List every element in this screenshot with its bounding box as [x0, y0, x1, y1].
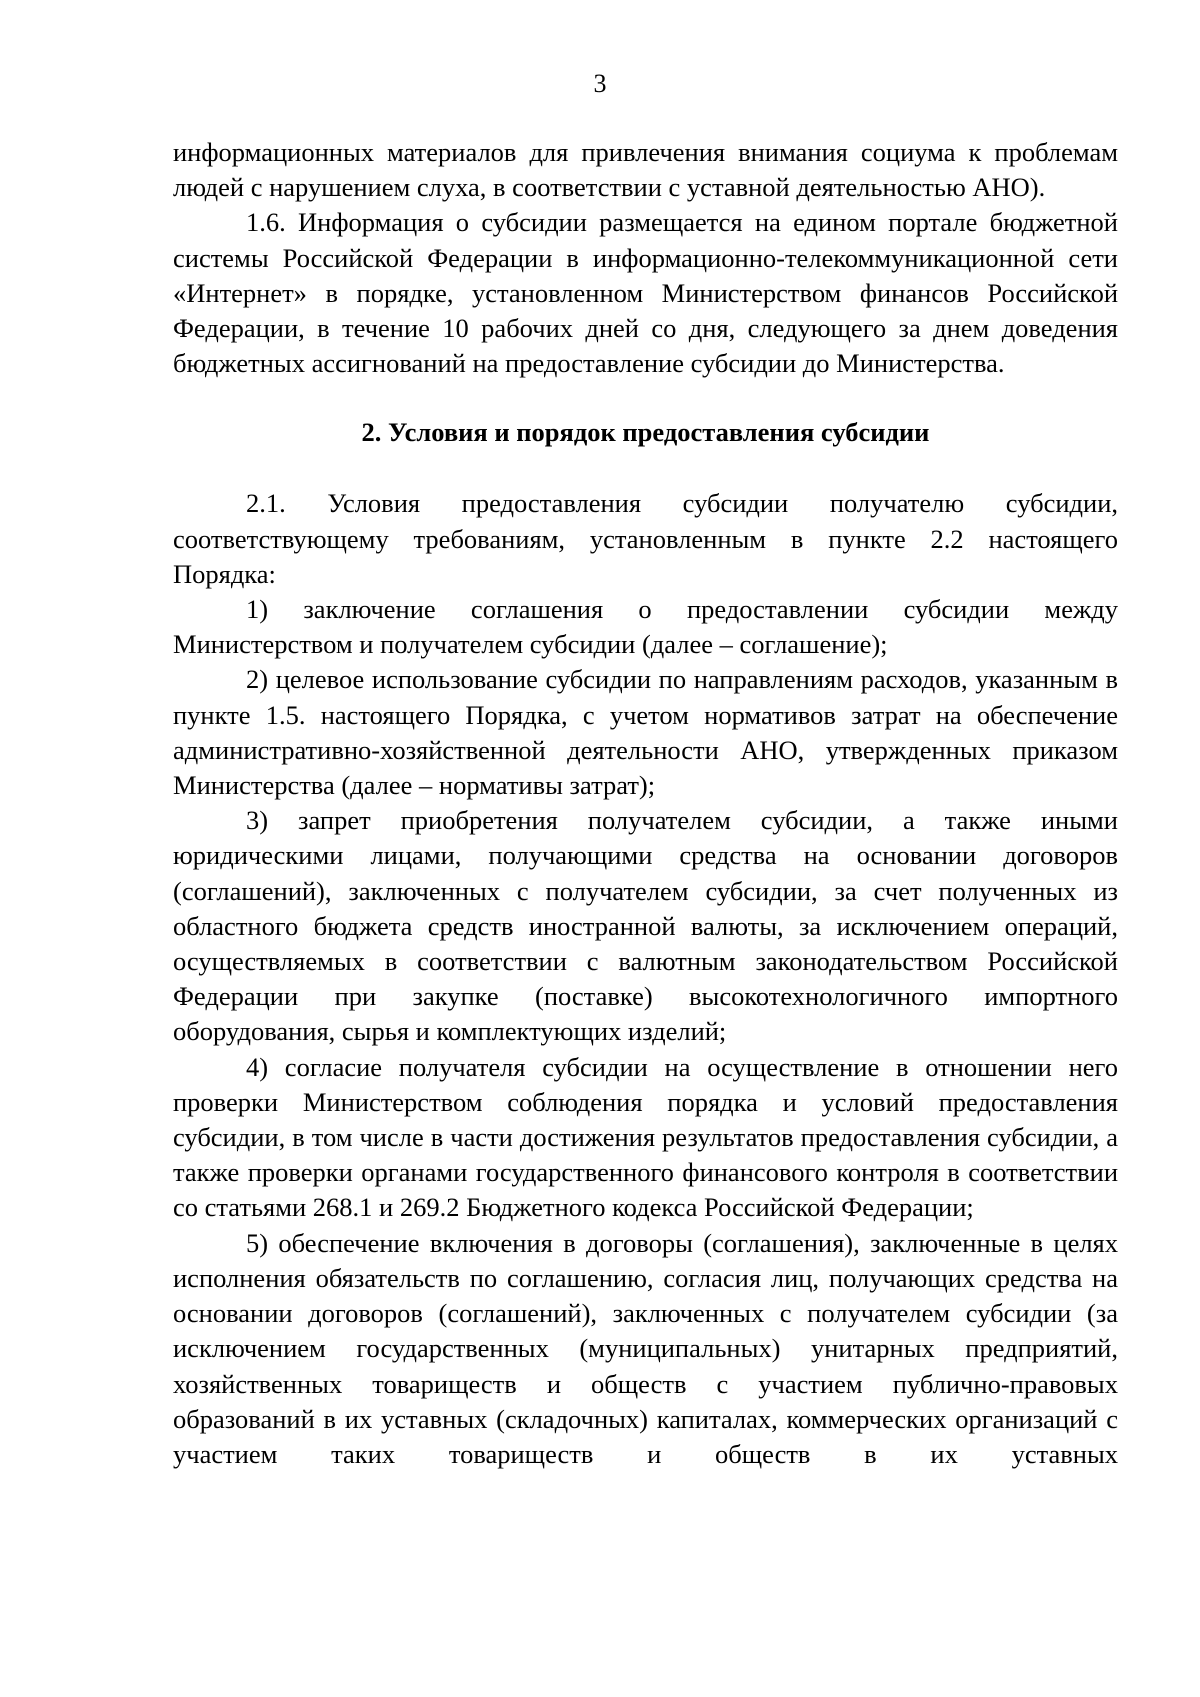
paragraph-continuation: информационных материалов для привлечения внимания социума к проблемам людей с нарушением слуха, в соответствии с уставной деятельностью АНО).	[173, 137, 1118, 203]
list-item-1: 1) заключение соглашения о предоставлении субсидии между Министерством и получателем субсидии (далее – соглашение);	[173, 594, 1118, 660]
document-body	[173, 135, 1118, 1472]
list-item-3: 3) запрет приобретения получателем субсидии, а также иными юридическими лицами, получающими средства на основании договоров (соглашений), заключенных с получателем субсидии, за счет полученных из областного бюджета средств иностранной валюты, за исключением операций, осуществляемых в соответствии с валютным законодательством Российской Федерации при закупке (поставке) высокотехнологичного импортного оборудования, сырья и комплектующих изделий;	[173, 805, 1118, 1047]
paragraph-1-6: 1.6. Информация о субсидии размещается на едином портале бюджетной системы Российской Федерации в информационно-телекоммуникационной сети «Интернет» в порядке, установленном Министерством финансов Российской Федерации, в течение 10 рабочих дней со дня, следующего за днем доведения бюджетных ассигнований на предоставление субсидии до Министерства.	[173, 207, 1118, 379]
page-number: 3	[593, 69, 607, 98]
list-item-2: 2) целевое использование субсидии по направлениям расходов, указанным в пункте 1.5. настоящего Порядка, с учетом нормативов затрат на обеспечение административно-хозяйственной деятельности АНО, утвержденных приказом Министерства (далее – нормативы затрат);	[173, 664, 1118, 801]
section-heading: 2. Условия и порядок предоставления субсидии	[361, 417, 930, 448]
list-item-4: 4) согласие получателя субсидии на осуществление в отношении него проверки Министерством соблюдения порядка и условий предоставления субсидии, в том числе в части достижения результатов предоставления субсидии, а также проверки органами государственного финансового контроля в соответствии со статьями 268.1 и 269.2 Бюджетного кодекса Российской Федерации;	[173, 1051, 1118, 1223]
list-item-5: 5) обеспечение включения в договоры (соглашения), заключенные в целях исполнения обязательств по соглашению, согласия лиц, получающих средства на основании договоров (соглашений), заключенных с получателем субсидии (за исключением государственных (муниципальных) унитарных предприятий, хозяйственных товариществ и обществ с участием публично-правовых образований в их уставных (складочных) капиталах, коммерческих организаций с участием таких товариществ и обществ в их уставных	[173, 1227, 1118, 1469]
paragraph-2-1: 2.1. Условия предоставления субсидии получателю субсидии, соответствующему требованиям, установленным в пункте 2.2 настоящего Порядка:	[173, 488, 1118, 589]
